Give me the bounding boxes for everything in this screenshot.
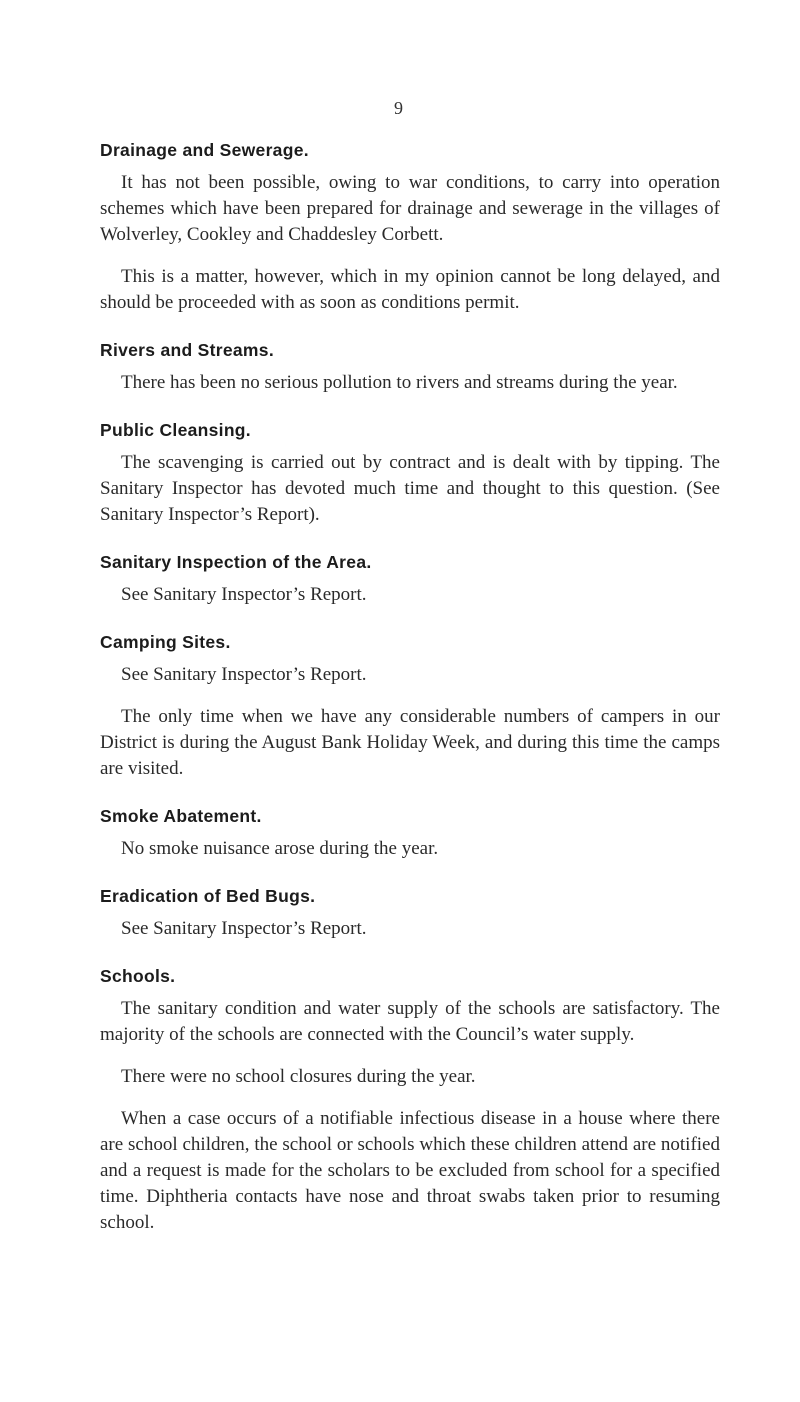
- paragraph: The scavenging is carried out by contract and is dealt with by tipping. The Sanitary Inspector has devoted much time and thought to this question. (See Sanitary Inspector’s Report).: [100, 452, 720, 525]
- paragraph: When a case occurs of a notifiable infectious disease in a house where there are school children, the school or schools which these children attend are notified and a request is made for the scholars to be excluded from school for a specified time. Diphtheria contacts have nose and throat swabs taken prior to resuming school.: [100, 1108, 720, 1233]
- section-schools: [100, 964, 720, 1236]
- paragraph: The only time when we have any considerable numbers of campers in our District is during the August Bank Holiday Week, and during this time the camps are visited.: [100, 706, 720, 779]
- section-heading: Sanitary Inspection of the Area.: [100, 552, 372, 572]
- paragraph: No smoke nuisance arose during the year.: [121, 838, 439, 859]
- section-heading: Rivers and Streams.: [100, 340, 274, 360]
- section-heading: Schools.: [100, 966, 176, 986]
- section-heading: Camping Sites.: [100, 632, 231, 652]
- section-rivers-and-streams: [100, 338, 720, 396]
- section-heading: Public Cleansing.: [100, 420, 251, 440]
- page-number: 9: [394, 98, 403, 118]
- paragraph: The sanitary condition and water supply of the schools are satisfactory. The majority of the schools are connected with the Council’s water supply.: [100, 998, 720, 1045]
- paragraph: It has not been possible, owing to war conditions, to carry into operation schemes which have been prepared for drainage and sewerage in the villages of Wolverley, Cookley and Chaddesley Corbett.: [100, 172, 720, 245]
- paragraph: There has been no serious pollution to rivers and streams during the year.: [121, 372, 678, 393]
- section-sanitary-inspection: [100, 550, 720, 608]
- section-eradication-of-bed-bugs: [100, 884, 720, 942]
- paragraph: There were no school closures during the year.: [121, 1066, 476, 1087]
- paragraph: This is a matter, however, which in my opinion cannot be long delayed, and should be proceeded with as soon as conditions permit.: [100, 266, 720, 313]
- paragraph: See Sanitary Inspector’s Report.: [121, 664, 367, 685]
- section-heading: Smoke Abatement.: [100, 806, 262, 826]
- document-body: [100, 138, 720, 1258]
- paragraph: See Sanitary Inspector’s Report.: [121, 584, 367, 605]
- section-heading: Eradication of Bed Bugs.: [100, 886, 316, 906]
- section-heading: Drainage and Sewerage.: [100, 140, 309, 160]
- paragraph: See Sanitary Inspector’s Report.: [121, 918, 367, 939]
- section-drainage-and-sewerage: [100, 138, 720, 316]
- section-camping-sites: [100, 630, 720, 782]
- section-smoke-abatement: [100, 804, 720, 862]
- section-public-cleansing: [100, 418, 720, 528]
